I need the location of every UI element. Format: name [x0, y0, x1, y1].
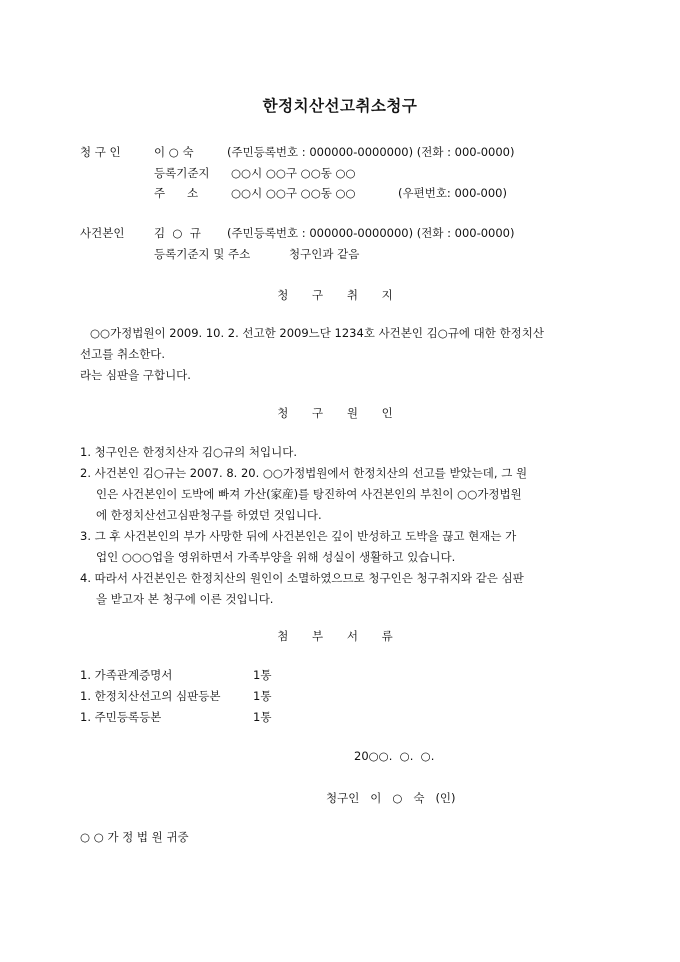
- attachment-item-3-count: 1통: [253, 710, 272, 724]
- document-date: 20○○. ○. ○.: [354, 749, 435, 763]
- cause-item-1-line-1: 1. 청구인은 한정치산자 김○규의 처입니다.: [80, 445, 298, 459]
- purpose-line-3: 라는 심판을 구합니다.: [80, 368, 191, 382]
- principal-reg-addr-value: 청구인과 같음: [289, 247, 360, 261]
- purpose-line-2: 선고를 취소한다.: [80, 347, 166, 361]
- principal-reg-addr-label: 등록기준지 및 주소: [154, 247, 251, 261]
- claimant-addr-label: 주 소: [154, 186, 199, 200]
- attachment-item-1-name: 1. 가족관계증명서: [80, 668, 173, 682]
- claimant-id-phone: (주민등록번호 : 000000-0000000) (전화 : 000-0000): [227, 145, 515, 159]
- claimant-reg-label: 등록기준지: [154, 166, 210, 180]
- principal-label: 사건본인: [80, 226, 125, 240]
- claimant-postal: (우편번호: 000-000): [398, 186, 507, 200]
- claimant-reg-value: ○○시 ○○구 ○○동 ○○: [231, 166, 356, 180]
- claimant-label: 청 구 인: [80, 145, 121, 159]
- attachment-item-2-name: 1. 한정치산선고의 심판등본: [80, 689, 221, 703]
- cause-item-4-line-1: 4. 따라서 사건본인은 한정치산의 원인이 소멸하였으므로 청구인은 청구취지와 같은 심판: [80, 571, 524, 585]
- document-title: 한정치산선고취소청구: [262, 97, 418, 115]
- claimant-signature: 청구인 이 ○ 숙 (인): [326, 791, 456, 805]
- attachments-heading: 첨 부 서 류: [277, 629, 403, 643]
- purpose-line-1: ○○가정법원이 2009. 10. 2. 선고한 2009느단 1234호 사건본인 김○규에 대한 한정치산: [90, 326, 544, 340]
- principal-name: 김 ○ 규: [154, 226, 201, 240]
- cause-item-2-line-3: 에 한정치산선고심판청구를 하였던 것입니다.: [96, 508, 322, 522]
- cause-item-2-line-1: 2. 사건본인 김○규는 2007. 8. 20. ○○가정법원에서 한정치산의 선고를 받았는데, 그 원: [80, 466, 528, 480]
- cause-item-4-line-2: 을 받고자 본 청구에 이른 것입니다.: [96, 592, 274, 606]
- cause-item-3-line-2: 업인 ○○○업을 영위하면서 가족부양을 위해 성실이 생활하고 있습니다.: [96, 550, 456, 564]
- cause-item-3-line-1: 3. 그 후 사건본인의 부가 사망한 뒤에 사건본인은 깊이 반성하고 도박을 끊고 현재는 가: [80, 529, 517, 543]
- court-addressee: ○ ○ 가 정 법 원 귀중: [80, 830, 189, 844]
- claimant-name: 이 ○ 숙: [154, 145, 194, 159]
- attachment-item-3-name: 1. 주민등록등본: [80, 710, 162, 724]
- attachment-item-1-count: 1통: [253, 668, 272, 682]
- purpose-heading: 청 구 취 지: [277, 288, 403, 302]
- cause-heading: 청 구 원 인: [277, 406, 403, 420]
- attachment-item-2-count: 1통: [253, 689, 272, 703]
- cause-item-2-line-2: 인은 사건본인이 도박에 빠져 가산(家産)를 탕진하여 사건본인의 부친이 ○○가정법원: [96, 487, 522, 501]
- claimant-addr-value: ○○시 ○○구 ○○동 ○○: [231, 186, 356, 200]
- principal-id-phone: (주민등록번호 : 000000-0000000) (전화 : 000-0000): [227, 226, 515, 240]
